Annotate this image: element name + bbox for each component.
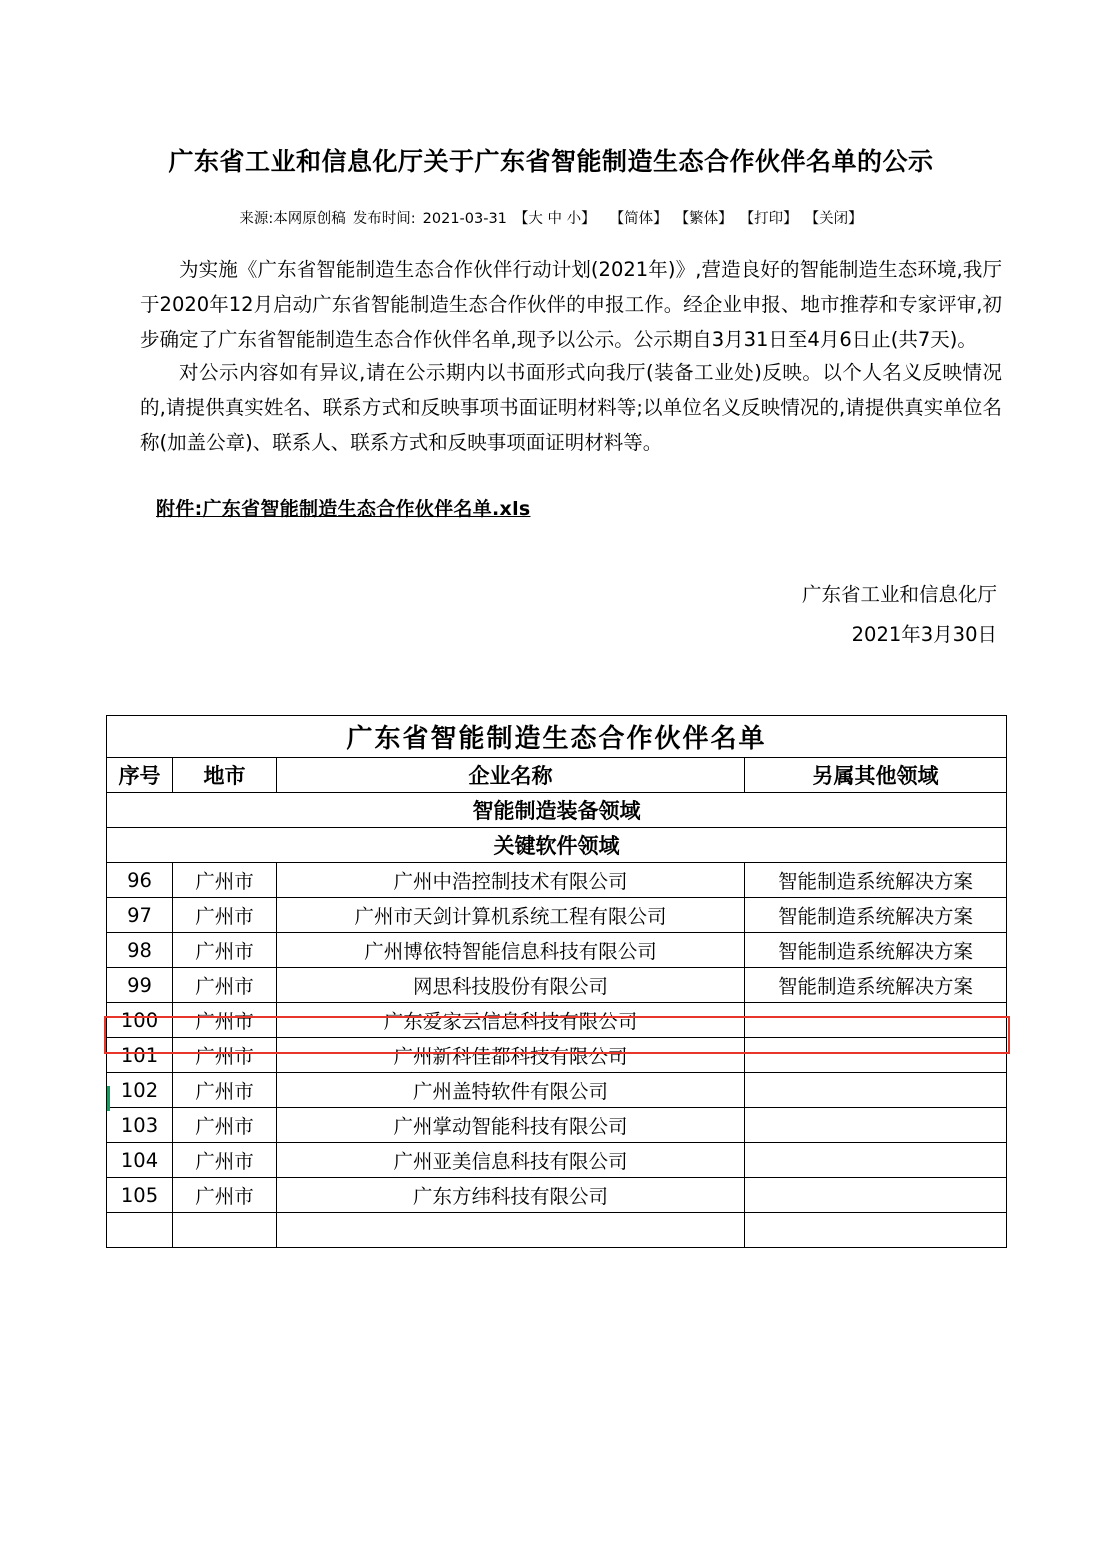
column-header-name: 企业名称 <box>277 758 745 793</box>
cell-no: 100 <box>107 1003 173 1038</box>
partner-list-table <box>106 715 1007 1248</box>
cell-other <box>745 1178 1007 1213</box>
signature-org: 广东省工业和信息化厅 <box>801 583 997 606</box>
cell-no: 97 <box>107 898 173 933</box>
table-row <box>107 863 1007 898</box>
table-row <box>107 1038 1007 1073</box>
cell-no: 103 <box>107 1108 173 1143</box>
cell-no: 99 <box>107 968 173 1003</box>
cell-city: 广州市 <box>173 1003 277 1038</box>
cell-city: 广州市 <box>173 933 277 968</box>
column-header-no: 序号 <box>107 758 173 793</box>
document-meta <box>90 208 1012 230</box>
source-label: 来源: <box>239 211 274 227</box>
column-header-city: 地市 <box>173 758 277 793</box>
publish-label: 发布时间: <box>352 211 416 227</box>
table-row-clipped <box>107 1213 1007 1248</box>
signature-block <box>802 575 997 655</box>
publish-value: 2021-03-31 <box>422 211 507 227</box>
cell-other: 智能制造系统解决方案 <box>745 968 1007 1003</box>
cell-no: 101 <box>107 1038 173 1073</box>
table-title-row <box>107 716 1007 758</box>
cell-city: 广州市 <box>173 898 277 933</box>
table-row <box>107 933 1007 968</box>
section-row-equipment <box>107 793 1007 828</box>
cell-name: 广州掌动智能科技有限公司 <box>277 1108 745 1143</box>
cell-city: 广州市 <box>173 1178 277 1213</box>
cell-name: 网思科技股份有限公司 <box>277 968 745 1003</box>
paragraph-1: 为实施《广东省智能制造生态合作伙伴行动计划(2021年)》,营造良好的智能制造生态环境,我厅于2020年12月启动广东省智能制造生态合作伙伴的申报工作。经企业申报、地市推荐和专家评审,初步确定了广东省智能制造生态合作伙伴名单,现予以公示。公示期自3月31日至4月6日止(共7天)。 <box>140 258 1002 351</box>
table-row <box>107 1073 1007 1108</box>
cell-other <box>745 1073 1007 1108</box>
print-link[interactable]: 【打印】 <box>739 211 798 227</box>
cell-no: 98 <box>107 933 173 968</box>
table-row-highlighted <box>107 968 1007 1003</box>
cell-name: 广东爱家云信息科技有限公司 <box>277 1003 745 1038</box>
attachment-link[interactable]: 附件:广东省智能制造生态合作伙伴名单.xls <box>156 498 531 520</box>
cell-city: 广州市 <box>173 1143 277 1178</box>
section-row-software <box>107 828 1007 863</box>
cell-name: 广州盖特软件有限公司 <box>277 1073 745 1108</box>
cell-name: 广州市天剑计算机系统工程有限公司 <box>277 898 745 933</box>
column-header-other: 另属其他领域 <box>745 758 1007 793</box>
row-edit-marker <box>107 1086 110 1111</box>
table-row <box>107 1178 1007 1213</box>
table-row <box>107 1108 1007 1143</box>
signature-date: 2021年3月30日 <box>851 623 997 646</box>
cell-no: 104 <box>107 1143 173 1178</box>
section-label: 关键软件领域 <box>107 828 1007 863</box>
cell-other: 智能制造系统解决方案 <box>745 898 1007 933</box>
cell-other: 智能制造系统解决方案 <box>745 863 1007 898</box>
cell-other <box>745 1108 1007 1143</box>
cell-city: 广州市 <box>173 863 277 898</box>
cell-name: 广东方纬科技有限公司 <box>277 1178 745 1213</box>
close-link[interactable]: 【关闭】 <box>804 211 863 227</box>
traditional-link[interactable]: 【繁体】 <box>674 211 733 227</box>
cell-city: 广州市 <box>173 1108 277 1143</box>
simplified-link[interactable]: 【简体】 <box>609 211 668 227</box>
cell-no: 96 <box>107 863 173 898</box>
cell-no: 102 <box>107 1073 173 1108</box>
cell-name: 广州亚美信息科技有限公司 <box>277 1143 745 1178</box>
table-row <box>107 1143 1007 1178</box>
cell-other: 智能制造系统解决方案 <box>745 933 1007 968</box>
cell-other <box>745 1003 1007 1038</box>
cell-name: 广州新科佳都科技有限公司 <box>277 1038 745 1073</box>
cell-no: 105 <box>107 1178 173 1213</box>
cell-other <box>745 1143 1007 1178</box>
table-row <box>107 898 1007 933</box>
font-size-switch[interactable]: 【大 中 小】 <box>513 211 596 227</box>
table-bottom-clip <box>106 1248 1008 1270</box>
cell-city: 广州市 <box>173 1038 277 1073</box>
cell-name: 广州博依特智能信息科技有限公司 <box>277 933 745 968</box>
partner-list-table-wrapper <box>106 715 1006 1248</box>
cell-other <box>745 1038 1007 1073</box>
source-value: 本网原创稿 <box>273 211 346 227</box>
cell-city: 广州市 <box>173 968 277 1003</box>
page-title: 广东省工业和信息化厅关于广东省智能制造生态合作伙伴名单的公示 <box>168 147 934 176</box>
table-title: 广东省智能制造生态合作伙伴名单 <box>107 716 1007 758</box>
cell-name: 广州中浩控制技术有限公司 <box>277 863 745 898</box>
paragraph-2: 对公示内容如有异议,请在公示期内以书面形式向我厅(装备工业处)反映。以个人名义反映情况的,请提供真实姓名、联系方式和反映事项书面证明材料等;以单位名义反映情况的,请提供真实单位名称(加盖公章)、联系人、联系方式和反映事项面证明材料等。 <box>140 361 1002 454</box>
section-label: 智能制造装备领域 <box>107 793 1007 828</box>
table-header-row <box>107 758 1007 793</box>
cell-city: 广州市 <box>173 1073 277 1108</box>
table-row <box>107 1003 1007 1038</box>
